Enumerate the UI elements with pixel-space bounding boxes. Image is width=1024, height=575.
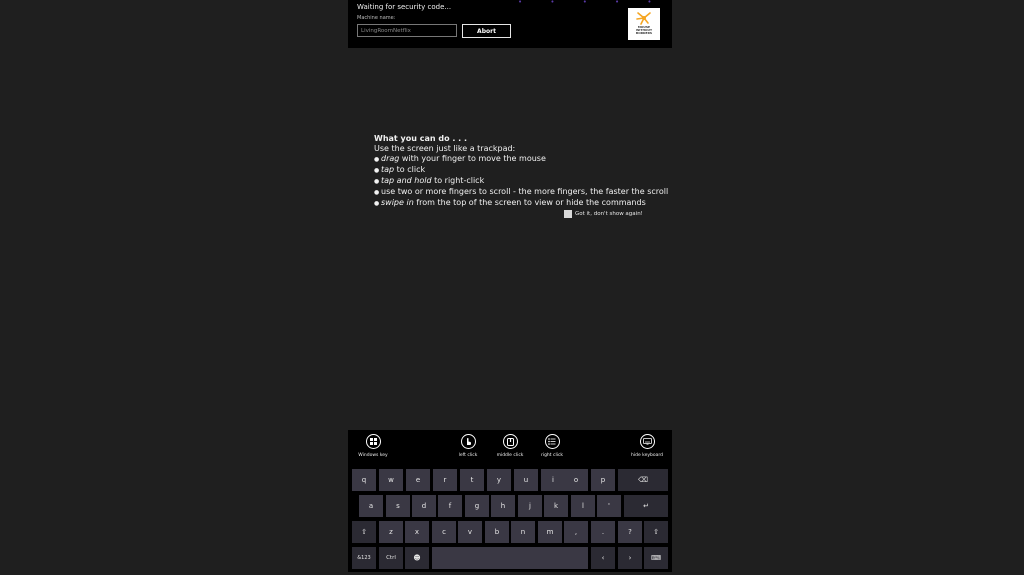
machine-name-input[interactable] [357, 24, 457, 37]
right-click-button[interactable] [527, 434, 577, 458]
key-l[interactable]: l [571, 495, 595, 517]
key-b[interactable]: b [485, 521, 509, 543]
context-menu-icon [545, 434, 560, 449]
key-symbols[interactable]: &123 [352, 547, 376, 569]
key-u[interactable]: u [514, 469, 538, 491]
machine-name-label: Machine name: [357, 15, 396, 21]
key-z[interactable]: z [379, 521, 403, 543]
help-title: What you can do . . . [374, 134, 468, 143]
key-i[interactable]: i [541, 469, 565, 491]
key-a[interactable]: a [359, 495, 383, 517]
left-click-label: left click [458, 453, 478, 458]
key-arrow-right[interactable]: › [618, 547, 642, 569]
key-v[interactable]: v [458, 521, 482, 543]
key-space[interactable] [432, 547, 588, 569]
key-arrow-left[interactable]: ‹ [591, 547, 615, 569]
command-bar [348, 430, 672, 465]
connection-panel [348, 0, 672, 48]
logo-text: MOUSE WITHOUT BORDERS [635, 25, 653, 36]
key-d[interactable]: d [412, 495, 436, 517]
windows-icon [366, 434, 381, 449]
help-text [374, 134, 668, 209]
connection-status: Waiting for security code... [357, 3, 452, 11]
mouse-without-borders-logo [628, 8, 660, 40]
key-s[interactable]: s [386, 495, 410, 517]
pointer-hand-icon [461, 434, 476, 449]
key-enter[interactable]: ↵ [624, 495, 668, 517]
right-click-label: right click [540, 453, 564, 458]
help-intro: Use the screen just like a trackpad: [374, 144, 516, 153]
hide-keyboard-label: hide keyboard [630, 453, 664, 458]
key-q[interactable]: q [352, 469, 376, 491]
key-h[interactable]: h [491, 495, 515, 517]
key-x[interactable]: x [405, 521, 429, 543]
key-shift-right[interactable]: ⇧ [644, 521, 668, 543]
key-w[interactable]: w [379, 469, 403, 491]
key-n[interactable]: n [511, 521, 535, 543]
key-j[interactable]: j [518, 495, 542, 517]
dont-show-again-checkbox[interactable] [564, 210, 572, 218]
key-r[interactable]: r [433, 469, 457, 491]
help-item: ● tap and hold to right-click [374, 176, 485, 185]
mouse-middle-icon [503, 434, 518, 449]
on-screen-keyboard [348, 465, 672, 572]
key-shift-left[interactable]: ⇧ [352, 521, 376, 543]
help-item: ● drag with your finger to move the mouse [374, 154, 546, 163]
key-g[interactable]: g [465, 495, 489, 517]
key-c[interactable]: c [432, 521, 456, 543]
key-f[interactable]: f [438, 495, 462, 517]
key-apostrophe[interactable]: ' [597, 495, 621, 517]
help-item: ● use two or more fingers to scroll - the more fingers, the faster the scroll [374, 187, 669, 196]
progress-dots: • • • • • [518, 0, 665, 6]
middle-click-label: middle click [496, 453, 524, 458]
dont-show-again-option[interactable] [564, 210, 643, 218]
help-item: ● tap to click [374, 165, 426, 174]
key-y[interactable]: y [487, 469, 511, 491]
key-keyboard-switch[interactable]: ⌨ [644, 547, 668, 569]
key-emoji[interactable]: ☻ [405, 547, 429, 569]
abort-button[interactable]: Abort [462, 24, 511, 38]
key-backspace[interactable]: ⌫ [618, 469, 668, 491]
help-item: ● swipe in from the top of the screen to view or hide the commands [374, 198, 646, 207]
key-o[interactable]: o [564, 469, 588, 491]
key-e[interactable]: e [406, 469, 430, 491]
keyboard-icon [640, 434, 655, 449]
windows-key-button[interactable] [348, 434, 398, 458]
key-t[interactable]: t [460, 469, 484, 491]
key-question[interactable]: ? [618, 521, 642, 543]
key-period[interactable]: . [591, 521, 615, 543]
key-ctrl[interactable]: Ctrl [379, 547, 403, 569]
hide-keyboard-button[interactable] [622, 434, 672, 458]
key-comma[interactable]: , [564, 521, 588, 543]
key-k[interactable]: k [544, 495, 568, 517]
windows-key-label: Windows key [358, 453, 388, 458]
key-p[interactable]: p [591, 469, 615, 491]
key-m[interactable]: m [538, 521, 562, 543]
logo-mark-icon [636, 11, 652, 25]
dont-show-again-label: Got it, don't show again! [575, 211, 643, 217]
